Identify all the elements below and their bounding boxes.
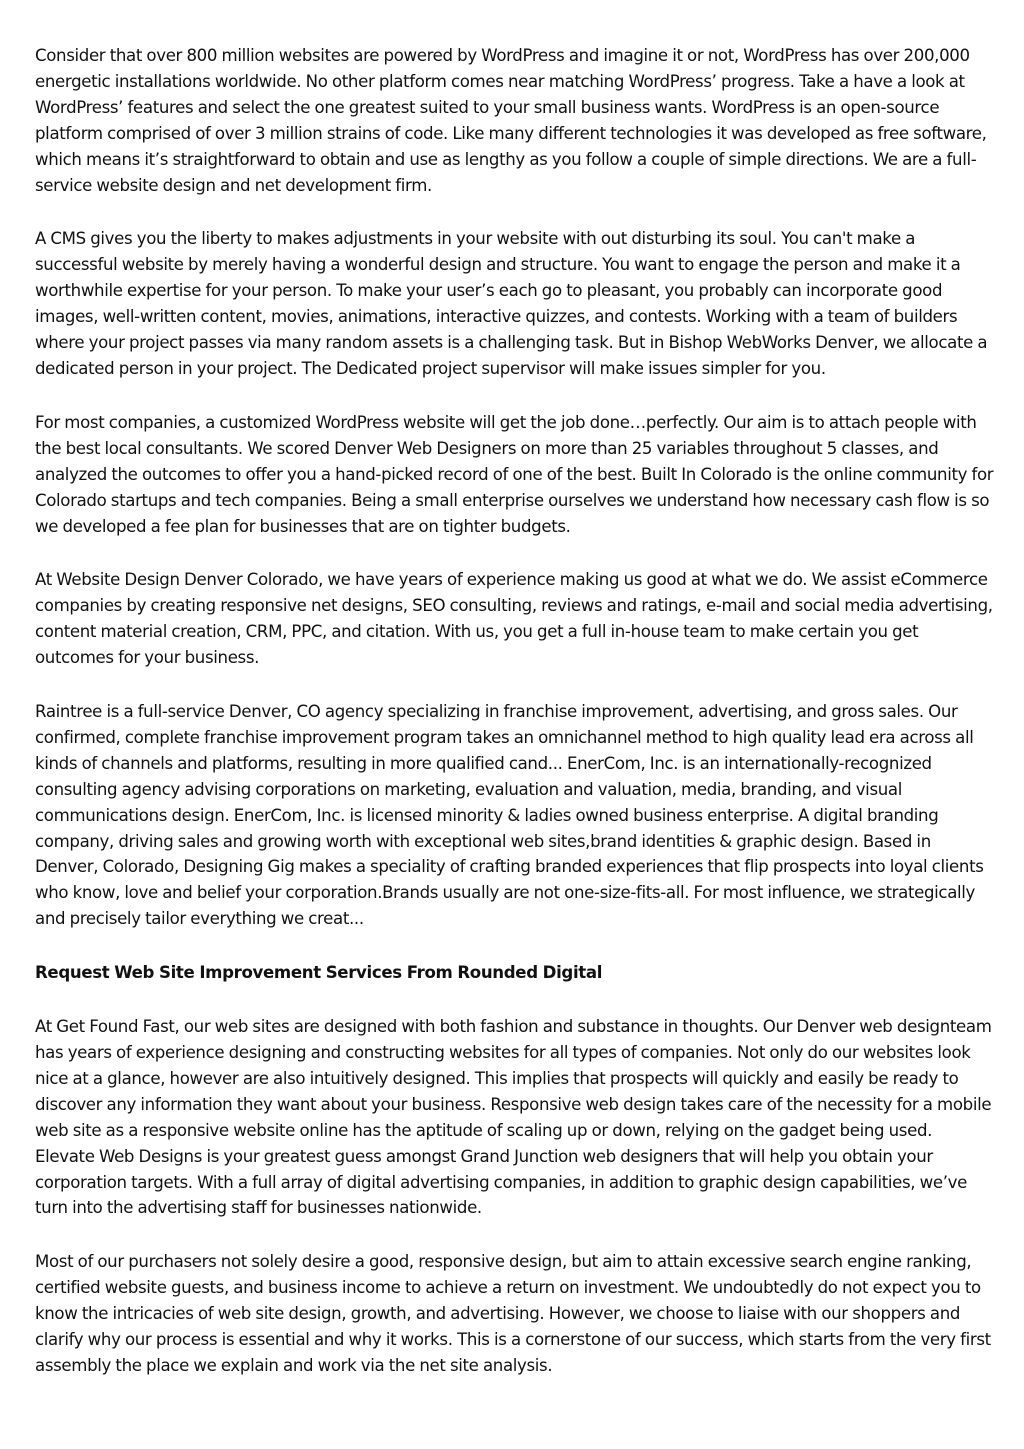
document-body [35, 43, 995, 1407]
paragraph-purchasers: Most of our purchasers not solely desire a good, responsive design, but aim to attain excessive search engine ranking, certified website guests, and business income to achieve a return on investment. We undoubtedly do not expect you to know the intricacies of web site design, growth, and advertising. However, we choose to liaise with our shoppers and clarify why our process is essential and why it works. This is a cornerstone of our success, which starts from the very first assembly the place we explain and work via the net site analysis. [35, 1252, 991, 1375]
paragraph-website-design-denver: At Website Design Denver Colorado, we have years of experience making us good at what we do. We assist eCommerce companies by creating responsive net designs, SEO consulting, reviews and ratings, e-mail and social media advertising, content material creation, CRM, PPC, and citation. With us, you get a full in-house team to make certain you get outcomes for your business. [35, 570, 993, 668]
paragraph-cms: A CMS gives you the liberty to makes adjustments in your website with out disturbing its soul. You can't make a successful website by merely having a wonderful design and structure. You want to engage the person and make it a worthwhile expertise for your person. To make your user’s each go to pleasant, you probably can incorporate good images, well-written content, movies, animations, interactive quizzes, and contests. Working with a team of builders where your project passes via many random assets is a challenging task. But in Bishop WebWorks Denver, we allocate a dedicated person in your project. The Dedicated project supervisor will make issues simpler for you. [35, 229, 988, 378]
section-heading: Request Web Site Improvement Services From Rounded Digital [35, 963, 603, 983]
paragraph-wordpress-intro: Consider that over 800 million websites are powered by WordPress and imagine it or not, WordPress has over 200,000 energetic installations worldwide. No other platform comes near matching WordPress’ progress. Take a have a look at WordPress’ features and select the one greatest suited to your small business wants. WordPress is an open-source platform comprised of over 3 million strains of code. Like many different technologies it was developed as free software, which means it’s straightforward to obtain and use as lengthy as you follow a couple of simple directions. We are a full-service website design and net development firm. [35, 46, 987, 195]
paragraph-raintree: Raintree is a full-service Denver, CO agency specializing in franchise improvement, advertising, and gross sales. Our confirmed, complete franchise improvement program takes an omnichannel method to high quality lead era across all kinds of channels and platforms, resulting in more qualified cand... EnerCom, Inc. is an internationally-recognized consulting agency advising corporations on marketing, evaluation and valuation, media, branding, and visual communications design. EnerCom, Inc. is licensed minority & ladies owned business enterprise. A digital branding company, driving sales and growing worth with exceptional web sites,brand identities & graphic design. Based in Denver, Colorado, Designing Gig makes a speciality of crafting branded experiences that flip prospects into loyal clients who know, love and belief your corporation.Brands usually are not one-size-fits-all. For most influence, we strategically and precisely tailor everything we creat... [35, 702, 984, 929]
paragraph-get-found-fast: At Get Found Fast, our web sites are designed with both fashion and substance in thoughts. Our Denver web designteam has years of experience designing and constructing websites for all types of companies. Not only do our websites look nice at a glance, however are also intuitively designed. This implies that prospects will quickly and easily be ready to discover any information they want about your business. Responsive web design takes care of the necessity for a mobile web site as a responsive website online has the aptitude of scaling up or down, relying on the gadget being used. Elevate Web Designs is your greatest guess amongst Grand Junction web designers that will help you obtain your corporation targets. With a full array of digital advertising companies, in addition to graphic design capabilities, we’ve turn into the advertising staff for businesses nationwide. [35, 1017, 992, 1218]
paragraph-custom-wordpress: For most companies, a customized WordPress website will get the job done…perfectly. Our aim is to attach people with the best local consultants. We scored Denver Web Designers on more than 25 variables throughout 5 classes, and analyzed the outcomes to offer you a hand-picked record of one of the best. Built In Colorado is the online community for Colorado startups and tech companies. Being a small enterprise ourselves we understand how necessary cash flow is so we developed a fee plan for businesses that are on tighter budgets. [35, 412, 994, 536]
